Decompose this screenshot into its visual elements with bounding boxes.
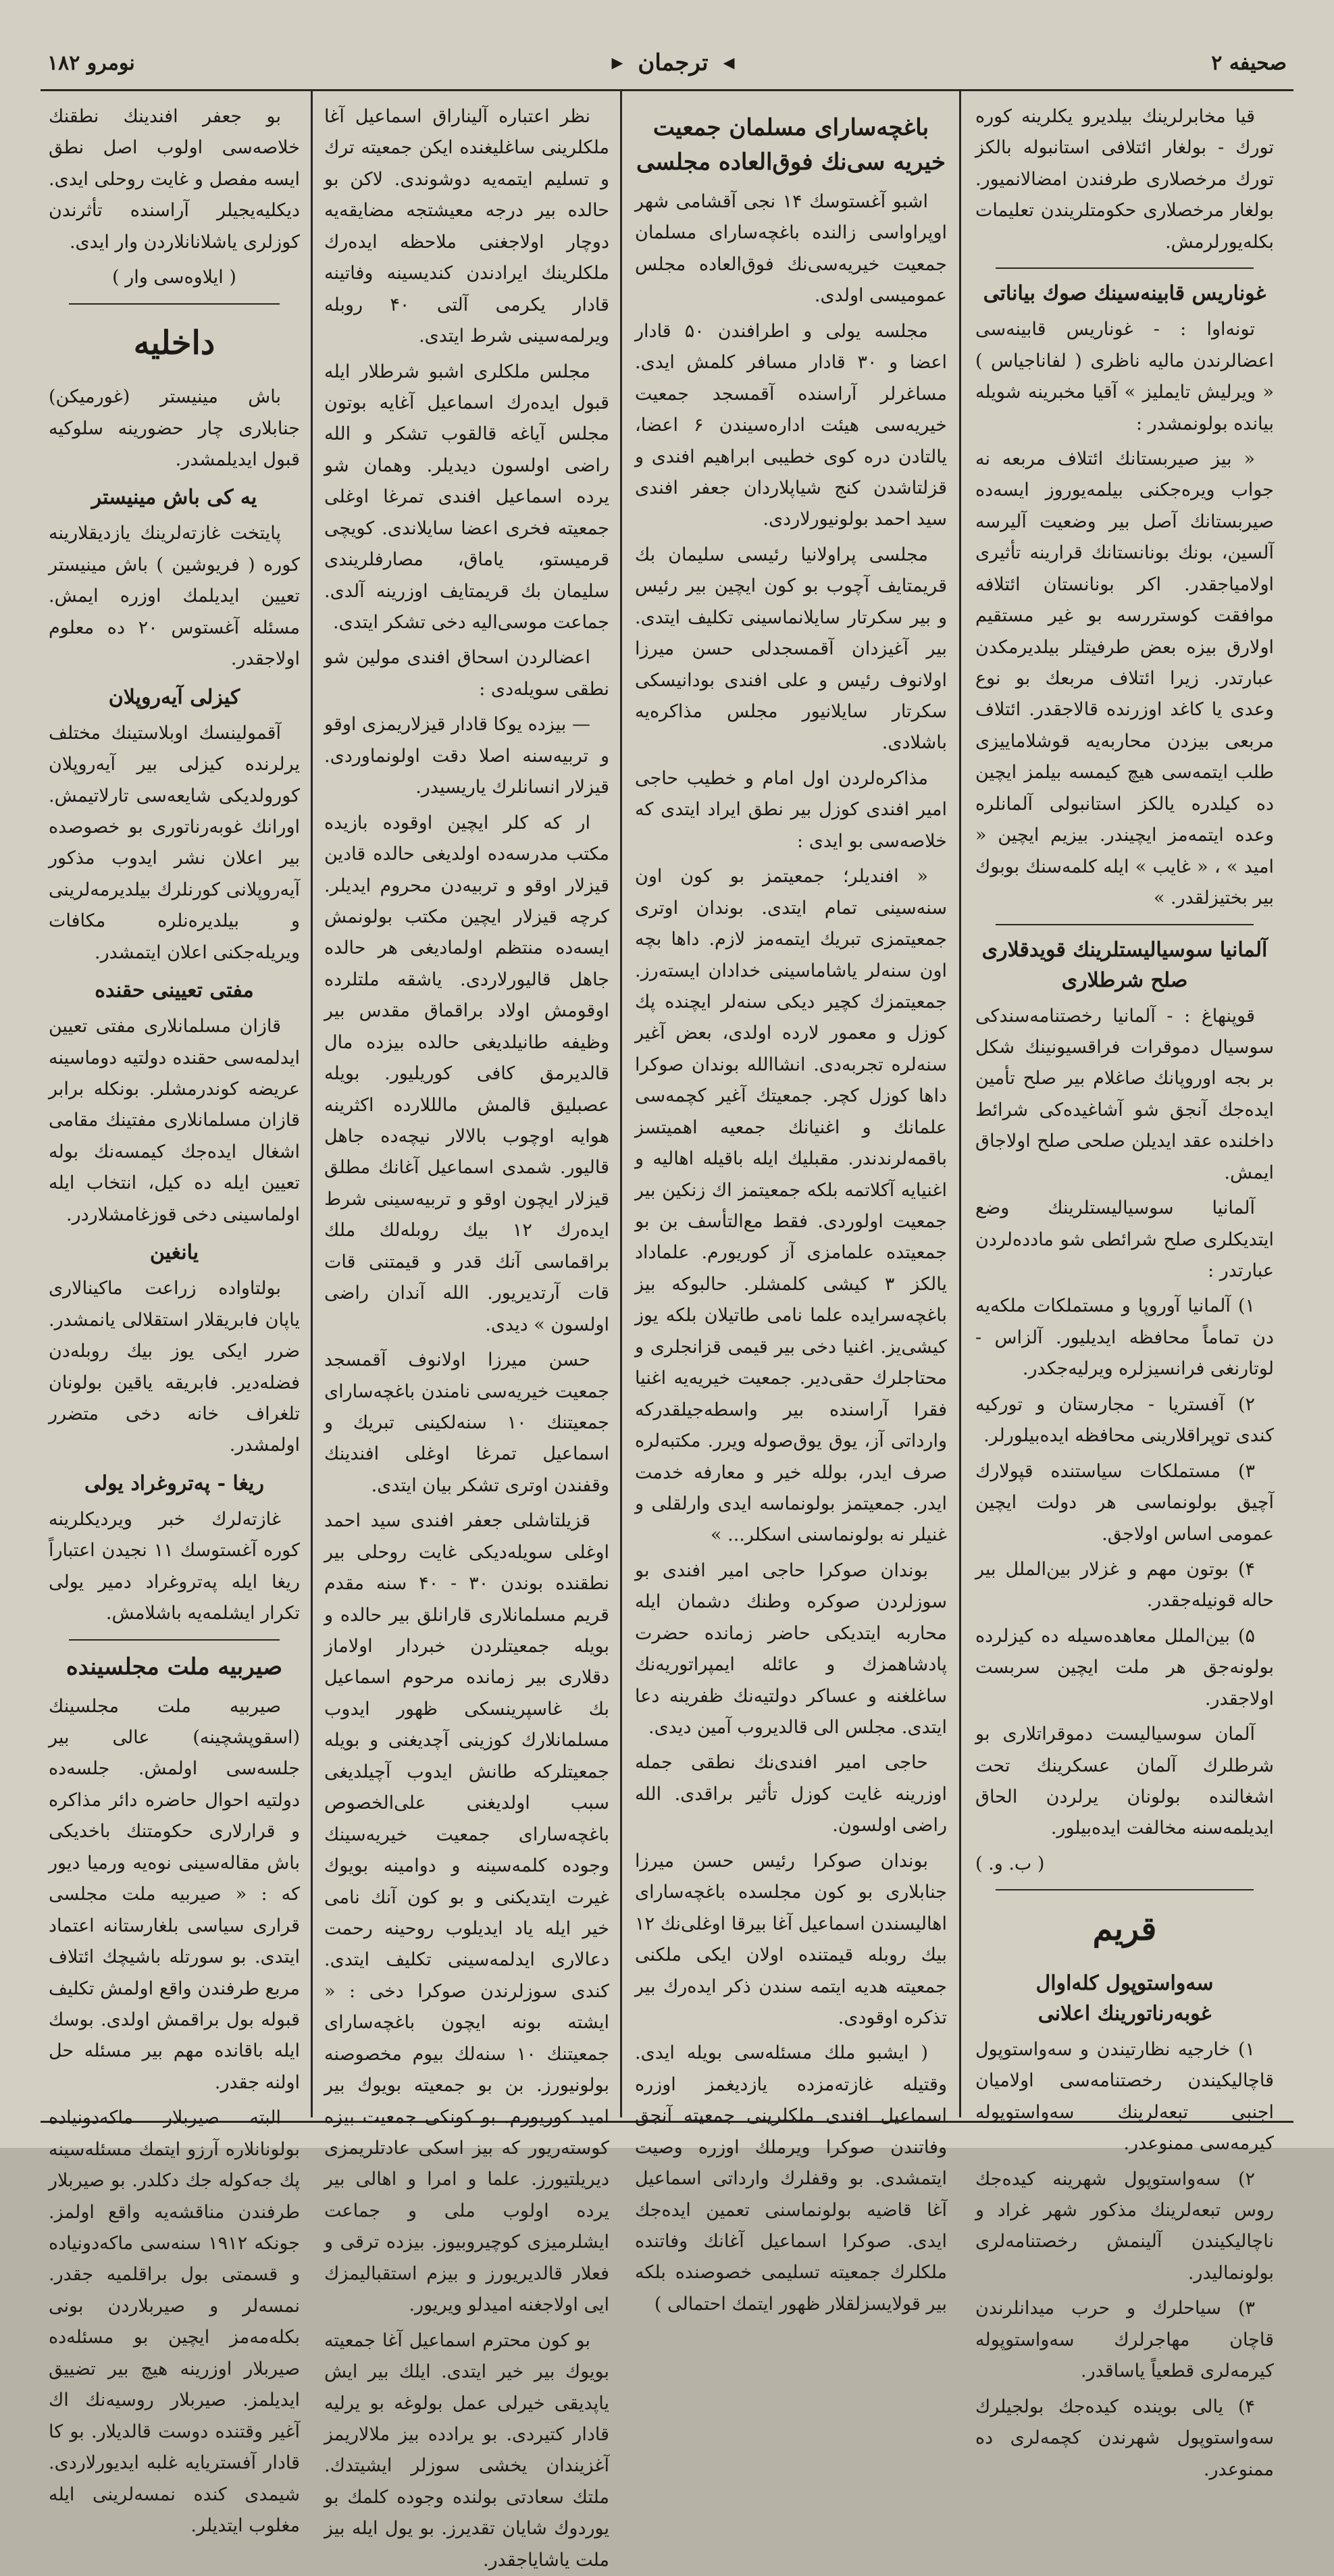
- section-rule: [69, 1639, 280, 1641]
- paragraph: غازته‌لرك خبر ویردیکلرینه کوره آغستوسك ۱۱ نجیدن اعتباراً ریغا ایله په‌تروغراد دمیر یولی تکرار ایشلمه‌یه باشلامش.: [49, 1508, 300, 1624]
- paragraph: ( ایشبو ملك مسئله‌سی بویله ایدی. وقتیله غازته‌مزده یازدیغمز اوزره اسماعیل افندی ملکلرینی جمعیته آنجق وفاتندن صوکرا ویرملك اوزره وصیت ایتمشدی. بو وقفلرك وارداتی اسماعیل آغا قاضیه بولونماسنی تعمین ایده‌جك ایدی. صوکرا اسماعیل آغانك وفاتنده ملکلرك جمعیته تسلیمی خصوصنده بلکه بیر قولایسزلقلار ظهور ایتمك احتمالی ): [635, 2042, 947, 2315]
- paragraph: حسن میرزا اولانوف آقمسجد جمعیت خیریه‌سی نامندن باغچه‌سارای جمعیتنك ۱۰ سنه‌لکینی تبریك و اسماعیل تمرغا اوغلی افندینك وقفندن اوتری تشکر بیان ایتدی.: [324, 1349, 609, 1496]
- section-seal: قریم: [1092, 1910, 1157, 1949]
- paragraph: « افندیلر؛ جمعیتمز بو کون اون سنه‌سینی تمام ایتدی. بوندان اوتری جمعیتمزی تبریك ایتمه‌مز لازم. داها بچه اون سنه‌لر یاشاماسینی خدادان ایسته‌رز. جمعیتمزك کچیر دیکی سنه‌لر ایچنده پك کوزل و معمور لارده اولدی، بعض آغیر سنه‌لره تجربه‌دی. انشاالله بوندان صوکرا داها کوزل کچر. جمعیتك آغیر کچمه‌سی علمانك و اغنیانك جمعیه اهمیتسز باقمه‌لرندندر. مقبلیك ایله باقیله اهالیه و اغنیایه آکلاتمه بلکه جمعیتمز اك زنکین بیر جمعیت اولوردی. فقط مع‌التأسف بن بو جمعیتده علمامزی آز کوریورم. علماداد یالکز ۳ کیشی کلمشلر. حالبوکه بیز باغچه‌سرایده علما نامی طاتیلان بلکه یوز کیشی‌یز. اغنیا دخی بیر قیمی قزانجلری و محتاجلرك حقی‌دیر. جمعیت خیریه‌یه اغنیا فقرا آراسنده بیر واسطه‌جیلقدرکه وارداتی آز، یوق یوق‌صوله ویرر. مکتبه‌لره صرف ایدر، بولله خیر و معارفه خدمت ایدر. جمعیتمز بولونماسه ایدی وارلقلی و غنیلر نه بولونماسنی اسکلر... »: [635, 866, 947, 1546]
- paragraph: اشبو آغستوسك ۱۴ نجی آقشامی شهر اوپراواسی زالنده باغچه‌سارای مسلمان جمعیت خیریه‌سی‌نك فوق‌العاده مجلس عمومیسی اولدی.: [635, 191, 947, 307]
- paragraph: ار که کلر ایچین اوقوده بازیده مکتب مدرسه‌ده اولدیغی حالده قادین قیزلار اوقو و تربیه‌دن محروم ایدیلر. کرچه قیزلار ایچین مکتب بولونمش ایسه‌ده منتظم اولمادیغی هر حالده جاهل قالیورلاردی. یاشقه ملتلرده اوقومش اولاد براقماق مقدس بیر وظیفه طانیلدیغی حالده بیزده مال قالدیرمق کافی کوریلیور. بویله عصبلیق قالمش مالللارده اکثرینه هوایه اوچوب بالالار نیچه‌ده جاهل قالیور. شمدی اسماعیل آغانك مطلق قیزلار ایچون اوقو و تربیه‌سینی شرط ایده‌رك ۱۲ بیك روبله‌لك ملك براقماسی آنك قدر و قیمتنی قات قات آرتدیریور. الله آندان راضی اولسون » دیدی.: [324, 812, 609, 1335]
- section-heading: آلمانیا سوسیالیستلرینك قویدقلاری صلح شرطلاری: [981, 937, 1268, 992]
- paragraph: مجلسی پراولانیا رئیسی سلیمان بك قریمتایف آچوب بو کون ایچین بیر رئیس و بیر سکرتار سایلانماسینی تکلیف ایتدی. بیر آغیزدان آقمسجدلی حسن میرزا اولانوف رئیس و علی افندی بودانیسکی سکرتار سایلانیور مجلس مذاکره‌یه باشلادی.: [635, 544, 947, 754]
- section-rule: [69, 303, 280, 305]
- paragraph: البته صیربلار ماکه‌دونیاده بولونانلاره آرزو ایتمك مسئله‌سینه پك جه‌کوله جك دکلدر. بو صیربلار طرفندن مناقشه‌یه واقع اولمز. جونکه ۱۹۱۲ سنه‌سی ماکه‌دونیاده و قسمتی بول براقلمیه جقدر. نمسه‌لر و صیربلاردن بونی بکله‌مه‌مز ایچین بو مسئله‌ده صیربلار اوزرینه هیچ بیر تضییق ایدیلمز. صیربلار روسیه‌نك اك آغیر وقتنده دوست قالدیلار. بو کا قادار آفستریایه غلبه ایدیورلاردی. شیمدی کنده نمسه‌لرینی ایله مغلوب ایتدیلر.: [49, 2107, 301, 2536]
- paragraph: تونه‌اوا : - غوناریس قابینه‌سی اعضالرندن مالیه ناظری ( لفاناجیاس ) « ویرلیش تایملیز » آقیا مخبرینه شویله بیانده بولونمشدر :: [975, 319, 1274, 434]
- paragraph: بو کون محترم اسماعیل آغا جمعیته بویوك بیر خیر ایتدی. ایلك بیر ایش یاپدیقی خیرلی عمل بولوغه بو یرلیه قادار کتیردی. بو یرادده بیز ملالاریمز آغزیندان یخشی سوزلر ایشیتدك. ملتك سعادتی بولنده وجوده کلمك بو یوردوك شایان تقدیرز. بو یول ایله بیز ملت یاشایاجقدر.: [324, 2329, 609, 2571]
- paragraph: ۱) آلمانیا آوروپا و مستملکات ملکه‌یه دن تماماً محافظه ایدیلیور. آلزاس - لوتارنغی فرانسیزلره ویرلیه‌جکدر.: [975, 1295, 1274, 1380]
- paragraph: ۱) خارجیه نظارتیندن و سه‌واستوپول قاچالیکیندن رخصتنامه‌سی اولامیان اجنبی تبعه‌لرینك سه‌واستوپوله کیرمه‌سی ممنوعدر.: [975, 2038, 1274, 2155]
- paragraph: ۲) آفستریا - مجارستان و تورکیه کندی توپراقلارینی محافظه ایده‌بیلورلر.: [975, 1393, 1274, 1447]
- section-heading: یانغین: [149, 1241, 199, 1265]
- page-number: صحیفه ۲: [1211, 51, 1287, 75]
- paragraph: آلمانیا سوسیالیستلرینك وضع ایتدیکلری صلح شرائطی شو مادده‌لردن عبارتدر :: [975, 1197, 1274, 1281]
- section-heading: یه کی باش مینیستر: [91, 486, 257, 510]
- section-rule: [996, 1889, 1254, 1890]
- paragraph: باش مینیستر (غورمیکن) جنابلاری چار حضورینه سلوکیه قبول ایدیلمشدر.: [49, 386, 300, 471]
- paragraph: بو جعفر افندینك نطقنك خلاصه‌سی اولوب اصل نطق ایسه مفصل و غایت روحلی ایدی. دیکلیه‌یجیلر آراسنده تأثرندن کوزلری یاشلانانلاردن وار ایدی.: [49, 106, 300, 253]
- page-header: [47, 39, 1287, 86]
- section-heading: مفتی تعیینی حقنده: [95, 979, 254, 1003]
- column-divider: [959, 91, 961, 2117]
- column-3: [315, 101, 619, 2571]
- masthead: [611, 49, 734, 76]
- paragraph: ۴) بوتون مهم و غزلار بین‌الملل بیر حاله قونیله‌جقدر.: [975, 1558, 1274, 1612]
- ornament-icon: ▶: [611, 54, 623, 72]
- column-1: [966, 101, 1283, 2480]
- paragraph: — بیزده یوکا قادار قیزلاریمزی اوقو و تربیه‌سنه اصلا دقت اولونماوردی. قیزلار انسانلرك یاریسیدر.: [324, 714, 609, 798]
- paragraph: مجلسه یولی و اطرافندن ۵۰ قادار اعضا و ۳۰ قادار مسافر کلمش ایدی. مساغرلر آراسنده آقمسجد جمعیت خیریه‌سی هیئت اداره‌سیندن ۶ اعضا، یالتادن دره کوی خطیبی ابراهیم افندی و قزلتاشدن کنج شیاپلاردان جعفر افندی سید احمد بولونیورلاردی.: [635, 320, 947, 530]
- paragraph: ۵) بین‌الملل معاهده‌سیله ده کیزلرده بولونه‌جق هر ملت ایچین سربست اولاجقدر.: [975, 1625, 1274, 1709]
- paragraph: اعضالردن اسحاق افندی مولین شو نطقی سویله‌دی :: [324, 647, 609, 700]
- paragraph: ۴) یالی بوینده کیده‌جك بولجیلرك سه‌واستوپول شهرندن کچمه‌لری ده ممنوعدر.: [975, 2396, 1274, 2480]
- header-rule: [41, 89, 1293, 91]
- section-rule: [996, 924, 1254, 925]
- paragraph: مذاکره‌لردن اول امام و خطیب حاجی امیر افندی کوزل بیر نطق ایراد ایتدی که خلاصه‌سی بو ایدی :: [635, 767, 947, 852]
- paragraph: ۲) سه‌واستوپول شهرینه کیده‌جك روس تبعه‌لرینك مذکور شهر غراد و ناچالیکیندن آلینمش رخصتنامه‌لری بولونمالیدر.: [975, 2168, 1274, 2284]
- paragraph: پایتخت غازته‌لرینك یازدیقلارینه کوره ( فریوشین ) باش مینیستر تعیین ایدیلمك اوزره ایمش. مسئله آغستوس ۲۰ ده معلوم اولاجقدر.: [49, 523, 300, 670]
- section-heading: سه‌واستوپول کله‌اوال غوبه‌رناتورینك اعلانی: [1035, 1971, 1214, 2026]
- section-rule: [996, 267, 1254, 269]
- paragraph: آقمولینسك اوبلاستینك مختلف یرلرنده کیزلی بیر آیه‌روپلان کورولدیکی شایعه‌سی تارلاتیمش. اورانك غوبه‌رناتوری بو خصوصده بیر اعلان نشر ایدوب مذکور آیه‌روپلانی کورنلرك بیلدیرمه‌لرینی و بیلدیره‌نلره مکافات ویریله‌جکنی اعلان ایتمشدر.: [49, 722, 300, 963]
- column-4: [39, 101, 309, 2536]
- paragraph: حاجی امیر افندی‌نك نطقی جمله اوزرینه غایت کوزل تأثیر براقدی. الله راضی اولسون.: [635, 1752, 947, 1836]
- paragraph: ۳) سیاحلرك و حرب میدانلرندن قاچان مهاجرلرك سه‌واستوپوله کیرمه‌لری قطعیاً یاساقدر.: [975, 2298, 1274, 2382]
- paragraph: نظر اعتباره آلیناراق اسماعیل آغا ملکلرینی ساغلیغنده ایکن جمعیته ترك و تسلیم ایتمه‌یه دوشوندی. لاکن بو حالده بیر درجه معیشتجه مضایقه‌یه دوچار اولاجغنی ملاحظه ایده‌رك ملکلرینك ایرادندن کندیسینه وفاتینه قادار یکرمی آلتی ۴۰ روبله ویرلمه‌سینی شرط ایتدی.: [324, 106, 609, 347]
- paragraph: ۳) مستملکات سیاستنده قپولارك آچیق بولونماسی هر دولت ایچین عمومی اساس اولاجق.: [975, 1460, 1274, 1545]
- signature: ( ب. و. ): [975, 1853, 1045, 1874]
- paragraph: آلمان سوسیالیست دموقراتلاری بو شرطلرك آلمان عسکرینك تحت اشغالنده بولونان یرلردن الحاق ایدیلمه‌سنه مخالفت ایده‌بیلور.: [975, 1724, 1274, 1839]
- paragraph: قزیلتاشلی جعفر افندی سید احمد اوغلی سویله‌دیکی غایت روحلی بیر نطقنده بوندن ۳۰ - ۴۰ سنه مقدم قریم مسلمانلاری قارانلق بیر حالده و بویله جمعیتلردن خبردار اولاماز دقلاری بیر زمانده مرحوم اسماعیل بك غاسپرینسکی ظهور ایدوب مسلمانلارك کوزینی آچدیغنی و بویله جمعیتلرکه طانش ایدوب آچیلدیغی سبب اولدیغنی علی‌الخصوص باغچه‌سارای جمعیت خیریه‌سینك وجوده کلمه‌سینه و دوامینه بویوك غیرت ایتدیکنی و بو کون آنك نامی خیر ایله یاد ایدیلوب روحینه رحمت دعالاری ایدلمه‌سینی تکلیف ایتدی. کندی سوزلرندن صوکرا دخی : « ایشته بونه ایچون باغچه‌سارای جمعیتنك ۱۰ سنه‌لك بیوم مخصوصنه بولونیورز. بن بو جمعیته بویوك بیر امید کوریورم. بو کونکی جمعیت بیزه کوسته‌ریور که بیز اسکی عادتلریمزی دیریلتیورز. علما و امرا و اهالی بیر یرده اولوب ملی و جماعت ایشلرمیزی کوچیروبیوز. بیزده ترقی و فعلار قالدیریورز و بیزم استقبالیمزك ایی اولاجغنه امیدلو ویریور.: [324, 1510, 609, 2316]
- paragraph: مجلس ملکلری اشبو شرطلار ایله قبول ایده‌رك اسماعیل آغایه بوتون مجلس آیاغه قالقوب تشکر و الله راضی اولسون دیدیلر. وهمان شو یرده اسماعیل افندی تمرغا اوغلی جمعیته فخری اعضا سایلاندی. کویچی قرمیستو، یاماق، مصارفلریندی سلیمان بك قریمتایف اوزرینه آلدی. جماعت موسی‌الیه دخی تشکر ایتدی.: [324, 361, 609, 633]
- paragraph: قوپنهاغ : - آلمانیا رخصتنامه‌سندکی سوسیال دموقرات فراقسیونینك شکل بر بجه اوروپانك صاغلام بیر صلح تأمین ایده‌جك آنجق شو آشاغیده‌کی شرائط داخلنده عقد ایدیلن صلحی صلح اولاجاق ایمش.: [975, 1005, 1274, 1183]
- section-heading: کیزلی آیه‌روپلان: [108, 685, 240, 709]
- section-heading: غوناریس قابینه‌سینك صوك بیاناتی: [983, 282, 1266, 306]
- section-heading: صیربیه ملت مجلسینده: [66, 1653, 283, 1680]
- newspaper-title: ترجمان: [638, 49, 709, 76]
- paragraph: « بیز صیربستانك ائتلاف مربعه نه جواب ویره‌جکنی بیلمه‌یوروز ایسه‌ده صیربستانك آصل بیر وضعیت آلیرسه آلسین، بونك بونانستانك قرارینه تأثیری اولامیاجقدر. اکر بونانستان ائتلافه موافقت کوستررسه بو غیر مستقیم اولارق بیزه بعض طرفیتلر بیلدیرمکدن عبارتدر. زیرا ائتلاف مربعك بو نوع وعدی یا کاغد اوزرنده قالاجقدر. ائتلاف مربعی بیزدن محاربه‌یه قوشلاماییزی طلب ایتمه‌سی هیچ کیمسه بیلمز ایچین ده کیلدره یالکز استانبولی آلمانلره وعده ایتمه‌مز ایچیندر. بیزیم ایچین « امید » ، « غایب » ایله کلمه‌سنك بوبوك بیر بختیزلقدر. »: [975, 448, 1274, 909]
- paragraph: بوندان صوکرا رئیس حسن میرزا جنابلاری بو کون مجلسده باغچه‌سارای اهالیسندن اسماعیل آغا بیرقا اوغلی‌نك ۱۲ بیك روبله قیمتنده اولان ایکی ملکنی جمعیته هدیه ایتمه سندن ذکر ایده‌رك بیر تذکره اوقودی.: [635, 1850, 947, 2028]
- column-divider: [311, 91, 313, 2117]
- paragraph: قیا مخابرلرینك بیلدیرو یکلرینه کوره تورك - بولغار ائتلافی استانبوله بالکز تورك مرخصلاری طرفندن امضالانمیور. بولغار مرخصلاری حکومتلریندن تعلیمات بکله‌یورلرمش.: [975, 106, 1274, 253]
- issue-number: نومرو ۱۸۲: [47, 51, 135, 75]
- section-heading: ریغا - په‌تروغراد یولی: [84, 1471, 264, 1495]
- paragraph: قازان مسلمانلاری مفتی تعیین ایدلمه‌سی حقنده دولتیه دوماسینه عریضه کوندرمشلر. بونکله برابر قازان مسلمانلاری مفتینك مقامی اشغال ایده‌جك کیمسه‌نك بوله تعیین ایله ده کیل، انتخاب ایله اولماسینی دخی قوزغامشلاردر.: [49, 1016, 300, 1225]
- paragraph: بولتاواده زراعت ماکینالاری یاپان فابریقلار استقلالی یانمشدر. ضرر ایکی یوز بیك روبله‌دن فضله‌دیر. فابریقه یاقین بولونان تلغراف خانه دخی متضرر اولمشدر.: [49, 1278, 300, 1456]
- paragraph: بوندان صوکرا حاجی امیر افندی بو سوزلردن صوکره وطنك دشمان ایله محاربه ایتدیکی حاضر زمانده حضرت پادشاهمزك و عائله ایمپراتوریه‌نك ساغلغنه و عساکر دولتیه‌نك ظفرینه دعا ایتدی. مجلس الی قالدیروب آمین دیدی.: [635, 1560, 947, 1738]
- continued-note: ( ایلاوه‌سی وار ): [112, 267, 236, 288]
- column-2: [625, 101, 956, 2315]
- paragraph: صیربیه ملت مجلسینك (اسقوپشچینه) عالی بیر جلسه‌سی اولمش. جلسه‌ده دولتیه احوال حاضره دائر مذاکره و قرارلاری حکومتنك باخدیکی باش مقاله‌سینی نوه‌یه ورمیا دیور که : « صیربیه ملت مجلسی قراری سیاسی بلغارستانه اعتماد ایتدی. بو سورتله باشیچك ائتلاف مربع طرفندن واقع اولمش تکلیف قبوله بول براقمش اولدی. بوسك ایله باقانده مهم بیر مسئله حل اولنه جقدر.: [49, 1695, 300, 2093]
- article-headline: باغچه‌سارای مسلمان جمعیت خیریه سی‌نك فوق‌العاده مجلسی: [636, 114, 946, 176]
- section-seal: داخلیه: [133, 324, 215, 362]
- ornament-icon: ◀: [723, 54, 735, 72]
- column-divider: [620, 91, 622, 2117]
